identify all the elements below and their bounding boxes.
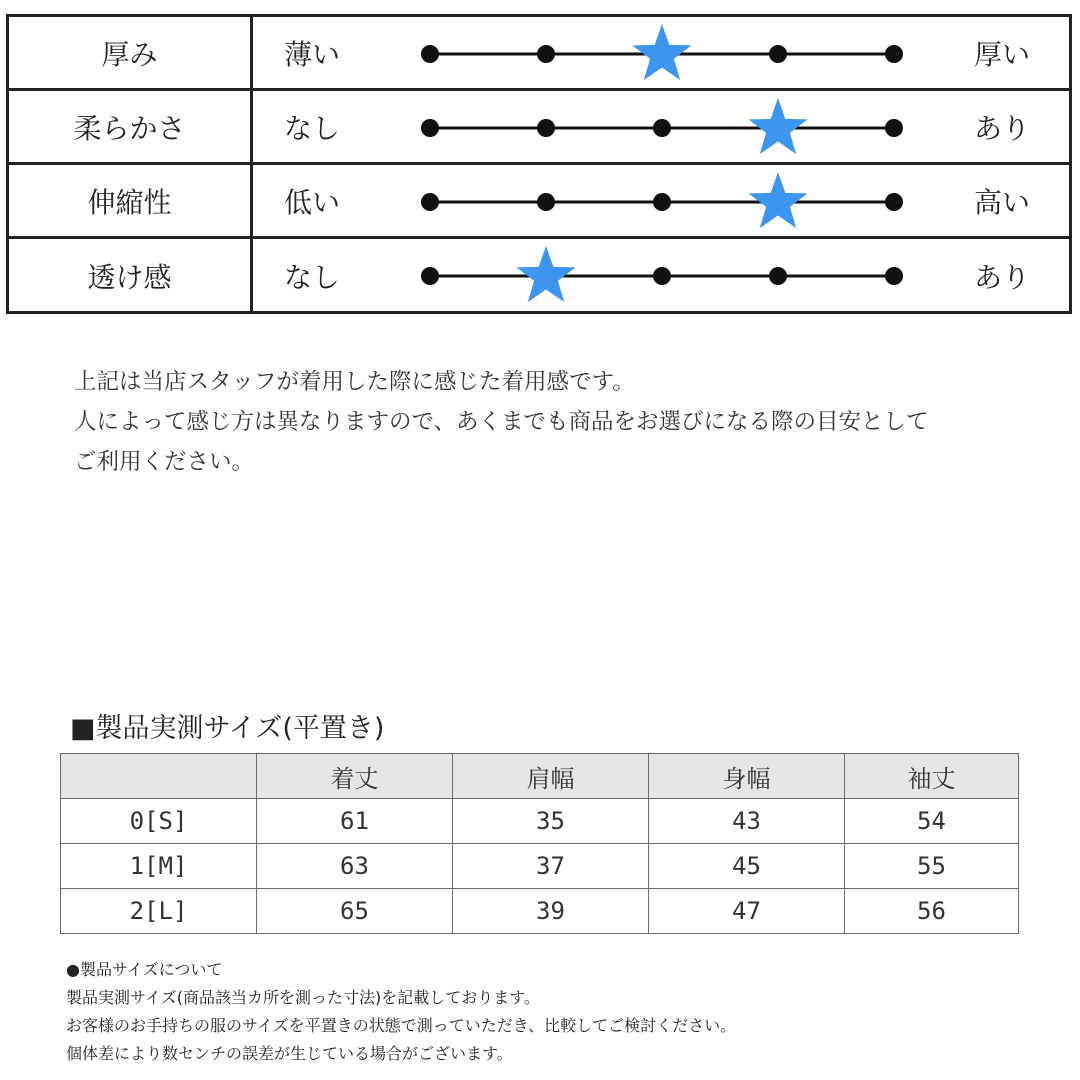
size-table-header-row xyxy=(61,754,1019,799)
scale-dot xyxy=(421,267,439,285)
measurement-cell: 37 xyxy=(453,844,649,889)
attribute-row-stretch xyxy=(9,165,1069,239)
attribute-low-label: なし xyxy=(284,261,341,294)
scale-dot xyxy=(769,267,787,285)
footnote-line: 製品実測サイズ(商品該当カ所を測った寸法)を記載しております。 xyxy=(66,988,540,1007)
scale-dot xyxy=(421,119,439,137)
measurement-cell: 43 xyxy=(649,799,845,844)
attribute-row-thickness xyxy=(9,17,1069,91)
scale-dot xyxy=(885,193,903,211)
measurement-cell: 55 xyxy=(845,844,1019,889)
measurement-cell: 35 xyxy=(453,799,649,844)
rating-scale xyxy=(9,17,1069,91)
size-label-cell: 2[L] xyxy=(61,889,257,934)
size-table xyxy=(60,753,1019,934)
attribute-high-label: あり xyxy=(974,261,1031,294)
measurement-cell: 39 xyxy=(453,889,649,934)
note-line: 上記は当店スタッフが着用した際に感じた着用感です。 xyxy=(74,369,635,395)
size-footnotes xyxy=(66,956,736,1068)
table-row xyxy=(61,844,1019,889)
footnote-line: 個体差により数センチの誤差が生じている場合がございます。 xyxy=(66,1044,513,1063)
column-header: 着丈 xyxy=(257,754,453,799)
measurement-cell: 65 xyxy=(257,889,453,934)
size-section-title: ■製品実測サイズ(平置き) xyxy=(70,713,385,744)
rating-star-icon xyxy=(517,246,576,302)
size-label-cell: 0[S] xyxy=(61,799,257,844)
attribute-label: 柔らかさ xyxy=(9,91,253,162)
attribute-low-label: 低い xyxy=(284,185,341,219)
rating-star-icon xyxy=(749,98,808,154)
column-header xyxy=(61,754,257,799)
table-row xyxy=(61,799,1019,844)
measurement-cell: 61 xyxy=(257,799,453,844)
column-header: 袖丈 xyxy=(845,754,1019,799)
attribute-label: 透け感 xyxy=(9,239,253,313)
measurement-cell: 47 xyxy=(649,889,845,934)
attribute-low-label: 薄い xyxy=(284,37,341,71)
scale-dot xyxy=(653,119,671,137)
column-header: 身幅 xyxy=(649,754,845,799)
scale-dot xyxy=(885,119,903,137)
attribute-low-label: なし xyxy=(284,111,341,145)
scale-dot xyxy=(421,193,439,211)
scale-dot xyxy=(537,193,555,211)
attribute-high-label: 高い xyxy=(974,185,1031,219)
attribute-high-label: あり xyxy=(974,111,1031,145)
footnote-line: お客様のお手持ちの服のサイズを平置きの状態で測っていただき、比較してご検討ください。 xyxy=(66,1016,737,1035)
column-header: 肩幅 xyxy=(453,754,649,799)
table-row xyxy=(61,889,1019,934)
wear-feel-note xyxy=(74,362,1054,482)
rating-scale xyxy=(9,91,1069,165)
rating-star-icon xyxy=(749,172,808,228)
note-line: 人によって感じ方は異なりますので、あくまでも商品をお選びになる際の目安として xyxy=(74,409,929,435)
scale-dot xyxy=(653,193,671,211)
scale-dot xyxy=(653,267,671,285)
footnote-heading: ●製品サイズについて xyxy=(66,960,223,979)
rating-scale xyxy=(9,239,1069,313)
scale-dot xyxy=(537,119,555,137)
scale-dot xyxy=(885,45,903,63)
note-line: ご利用ください。 xyxy=(74,449,255,475)
measurement-cell: 56 xyxy=(845,889,1019,934)
measurement-cell: 45 xyxy=(649,844,845,889)
scale-dot xyxy=(885,267,903,285)
attribute-label: 厚み xyxy=(9,17,253,88)
attribute-row-softness xyxy=(9,91,1069,165)
attribute-label: 伸縮性 xyxy=(9,165,253,236)
attribute-rating-table xyxy=(6,14,1072,314)
size-label-cell: 1[M] xyxy=(61,844,257,889)
scale-dot xyxy=(769,45,787,63)
attribute-high-label: 厚い xyxy=(974,37,1031,71)
rating-scale xyxy=(9,165,1069,239)
measurement-cell: 54 xyxy=(845,799,1019,844)
scale-dot xyxy=(421,45,439,63)
scale-dot xyxy=(537,45,555,63)
measurement-cell: 63 xyxy=(257,844,453,889)
attribute-row-sheerness xyxy=(9,239,1069,313)
rating-star-icon xyxy=(633,24,692,80)
